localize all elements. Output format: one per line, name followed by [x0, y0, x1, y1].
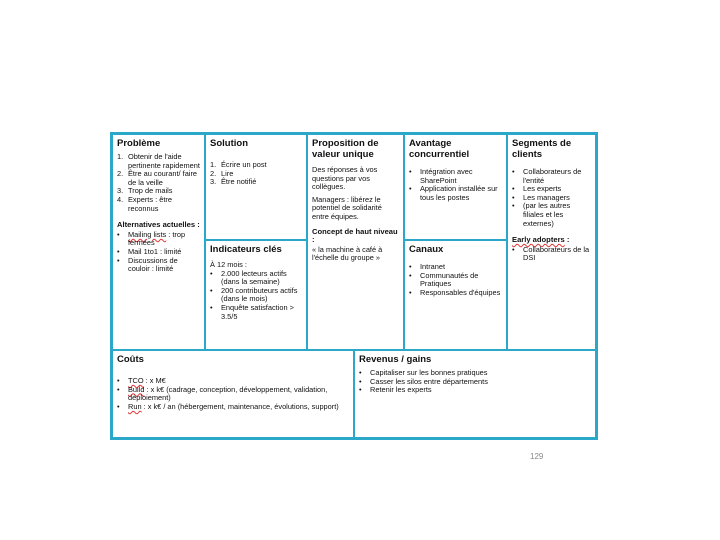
list-item: • Responsables d'équipes — [409, 287, 501, 297]
early-adopters-list — [512, 246, 591, 263]
segments-list — [512, 168, 591, 228]
solution-title: Solution — [210, 138, 248, 149]
couts-cell — [112, 350, 354, 438]
list-item: • Run : x k€ / an (hébergement, maintenance, évolutions, support) — [117, 401, 339, 411]
list-item: • Capitaliser sur les bonnes pratiques — [359, 368, 488, 377]
list-item: 2. Lire — [210, 168, 234, 178]
list-item: • Collaborateurs de la DSI — [512, 244, 590, 263]
list-item: • 200 contributeurs actifs (dans le mois) — [210, 285, 298, 304]
list-item: 1. Obtenir de l'aide pertinente rapidement — [117, 152, 200, 170]
solution-list — [210, 161, 302, 187]
list-item: • Build : x k€ (cadrage, conception, développement, validation, déploiement) — [117, 384, 328, 403]
early-adopters-title: Early adopters : — [512, 235, 570, 245]
canaux-list — [409, 263, 502, 297]
couts-list — [117, 377, 349, 411]
list-item: • Intégration avec SharePoint — [409, 167, 473, 185]
indicateurs-intro: À 12 mois : — [210, 260, 247, 269]
couts-title: Coûts — [117, 354, 144, 365]
revenus-title: Revenus / gains — [359, 354, 432, 365]
indicateurs-cell — [205, 240, 307, 350]
list-item: • Mail 1to1 : limité — [117, 246, 182, 256]
canaux-title: Canaux — [409, 244, 444, 255]
probleme-title: Problème — [117, 138, 161, 149]
solution-cell — [205, 134, 307, 240]
probleme-cell — [112, 134, 205, 350]
list-item: • Retenir les experts — [359, 385, 432, 395]
proposition-title: Proposition de valeur unique — [312, 138, 379, 160]
segments-title: Segments de clients — [512, 138, 572, 160]
list-item: 1. Écrire un post — [210, 160, 267, 169]
concept-title: Concept de haut niveau : — [312, 226, 398, 245]
list-item: • Mailing lists : trop fermées — [117, 229, 186, 248]
avantage-cell — [404, 134, 507, 240]
canaux-cell — [404, 240, 507, 350]
list-item: • 2.000 lecteurs actifs (dans la semaine) — [210, 268, 287, 287]
probleme-list — [117, 153, 200, 213]
proposition-text-2: Managers : libérez le potentiel de solidarité entre équipes. — [312, 194, 382, 221]
list-item: • Collaborateurs de l'entité — [512, 167, 582, 185]
page-number: 129 — [530, 452, 544, 461]
segments-cell — [507, 134, 596, 350]
list-item: 3. Trop de mails — [117, 186, 173, 196]
list-item: • Les managers — [512, 192, 570, 202]
indicateurs-list — [210, 270, 302, 322]
alternatives-title: Alternatives actuelles : — [117, 220, 200, 230]
list-item: • TCO : x M€ — [117, 376, 166, 385]
list-item: • Communautés de Pratiques — [409, 270, 479, 289]
alternatives-list — [117, 231, 200, 274]
avantage-list — [409, 168, 502, 202]
lean-canvas — [110, 132, 598, 440]
list-item: • Discussions de couloir : limité — [117, 255, 178, 274]
list-item: 2. Être au courant/ faire de la veille — [117, 169, 198, 187]
list-item: • Intranet — [409, 262, 446, 271]
indicateurs-title: Indicateurs clés — [210, 244, 282, 255]
list-item: • Casser les silos entre départements — [359, 376, 488, 386]
list-item: • (par les autres filiales et les externes) — [512, 201, 571, 228]
list-item: • Application installée sur tous les postes — [409, 184, 498, 202]
concept-text: « la machine à café à l'échelle du groupe » — [312, 244, 383, 263]
list-item: • Les experts — [512, 184, 562, 194]
avantage-title: Avantage concurrentiel — [409, 138, 470, 160]
revenus-cell — [354, 350, 596, 438]
list-item: 3. Être notifié — [210, 177, 257, 187]
proposition-text-1: Des réponses à vos questions par vos collègues. — [312, 165, 378, 192]
revenus-list — [359, 369, 591, 395]
list-item: • Enquête satisfaction > 3.5/5 — [210, 302, 294, 321]
list-item: 4. Experts : être reconnus — [117, 194, 172, 213]
proposition-cell — [307, 134, 404, 350]
